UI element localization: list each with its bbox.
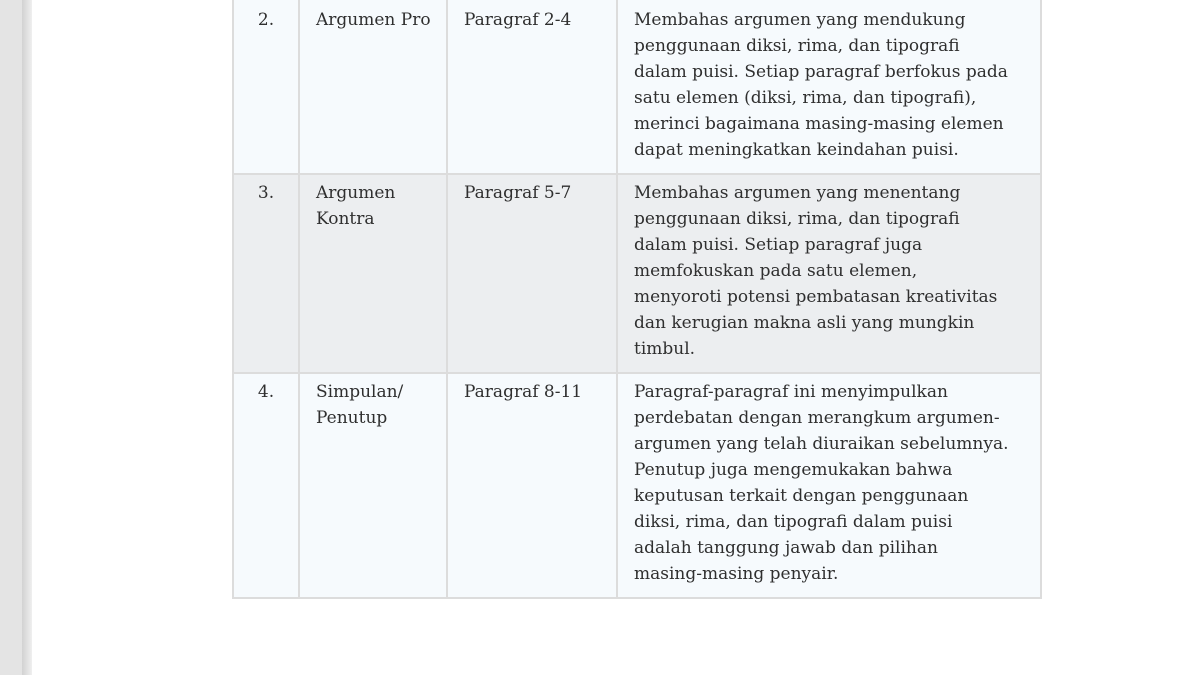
paragraph-range: Paragraf 8-11 — [447, 373, 617, 598]
section-description: Membahas argumen yang mendukung penggunaan diksi, rima, dan tipografi dalam puisi. Setiap paragraf berfokus pada satu elemen (diksi, rima, dan tipografi), merinci bagaimana masing-masing elemen dapat meningkatkan keindahan puisi. — [617, 0, 1041, 174]
table-row — [233, 373, 1041, 598]
table-row — [233, 174, 1041, 373]
page-gutter — [22, 0, 32, 675]
section-part: Simpulan/ Penutup — [299, 373, 447, 598]
paragraph-range: Paragraf 5-7 — [447, 174, 617, 373]
table-row — [233, 0, 1041, 174]
row-number: 3. — [233, 174, 299, 373]
essay-structure-table — [232, 0, 1042, 599]
document-page — [32, 0, 1200, 675]
section-part: Argumen Pro — [299, 0, 447, 174]
row-number: 4. — [233, 373, 299, 598]
section-description: Paragraf-paragraf ini menyimpulkan perdebatan dengan merangkum argumen-argumen yang telah diuraikan sebelumnya. Penutup juga mengemukakan bahwa keputusan terkait dengan penggunaan diksi, rima, dan tipografi dalam puisi adalah tanggung jawab dan pilihan masing-masing penyair. — [617, 373, 1041, 598]
section-part: Argumen Kontra — [299, 174, 447, 373]
paragraph-range: Paragraf 2-4 — [447, 0, 617, 174]
section-description: Membahas argumen yang menentang penggunaan diksi, rima, dan tipografi dalam puisi. Setiap paragraf juga memfokuskan pada satu elemen, menyoroti potensi pembatasan kreativitas dan kerugian makna asli yang mungkin timbul. — [617, 174, 1041, 373]
row-number: 2. — [233, 0, 299, 174]
